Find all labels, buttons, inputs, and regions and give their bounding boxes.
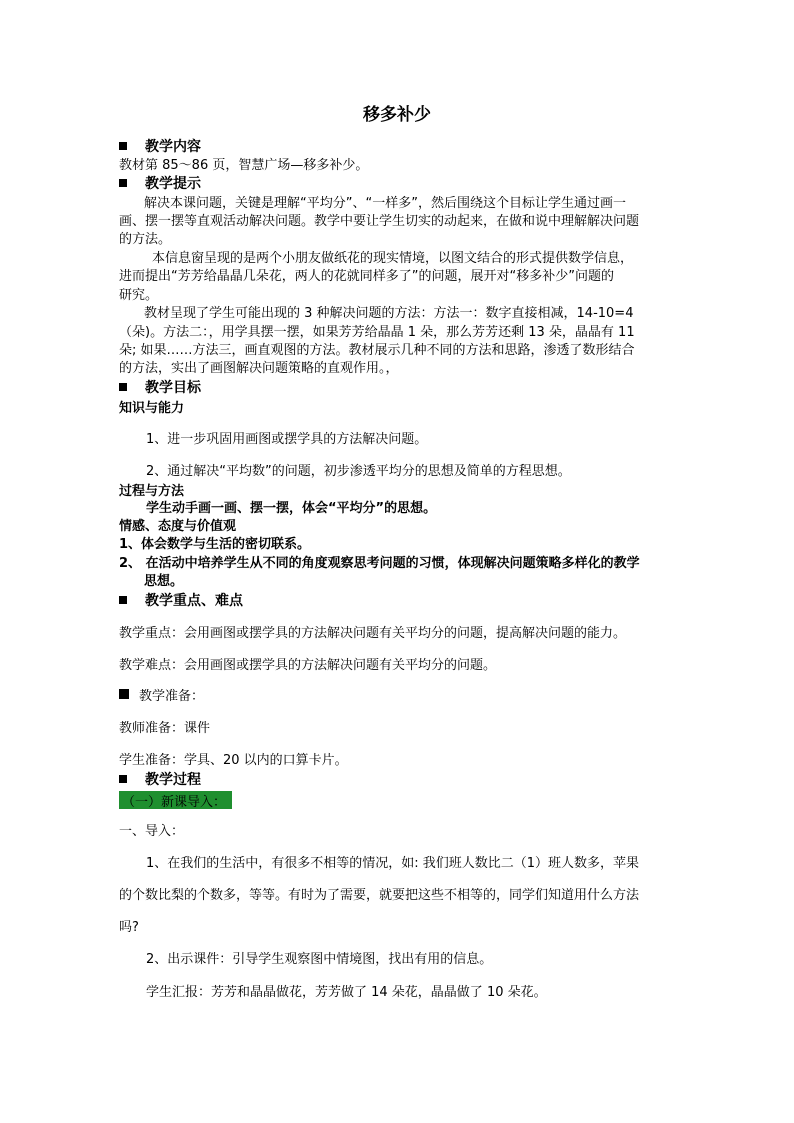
section-heading-content: 教学内容: [119, 139, 681, 156]
square-bullet-icon: [119, 179, 127, 187]
tips-p3-line: （朵)。方法二：，用学具摆一摆，如果芳芳给晶晶 1 朵，那么芳芳还剩 13 朵，晶晶有 11: [119, 325, 635, 340]
emotion-item-cont: 思想。: [144, 574, 184, 589]
intro-heading: 一、导入：: [119, 824, 185, 839]
section-heading-key-points: 教学重点、难点: [119, 593, 681, 610]
intro-p1-line: 的个数比梨的个数多，等等。有时为了需要，就要把这些不相等的，同学们知道用什么方法: [119, 888, 640, 903]
goal-subheading-emotion: 情感、态度与价值观: [119, 519, 237, 534]
square-bullet-icon: [119, 596, 127, 604]
intro-p3: 学生汇报：芳芳和晶晶做花，芳芳做了 14 朵花，晶晶做了 10 朵花。: [146, 985, 547, 1000]
emotion-item: 2、 在活动中培养学生从不同的角度观察思考问题的习惯，体现解决问题策略多样化的教学: [119, 556, 640, 571]
goal-item: 1、进一步巩固用画图或摆学具的方法解决问题。: [146, 432, 428, 447]
process-text: 学生动手画一画、摆一摆，体会“平均分”的思想。: [146, 501, 437, 516]
goal-item: 2、通过解决“平均数”的问题，初步渗透平均分的思想及简单的方程思想。: [146, 464, 571, 479]
tips-p3-line: 朵; 如果……方法三，画直观图的方法。教材展示几种不同的方法和思路，渗透了数形结合: [119, 343, 635, 358]
intro-p1-line: 吗?: [119, 920, 139, 935]
emotion-item: 1、体会数学与生活的密切联系。: [119, 537, 311, 552]
teacher-prep: 教师准备：课件: [119, 721, 211, 736]
section-heading-tips: 教学提示: [119, 176, 681, 193]
square-bullet-icon: [119, 142, 127, 150]
tips-p2-line: 进而提出“芳芳给晶晶几朵花，两人的花就同样多了”的问题，展开对“移多补少”问题的: [119, 269, 614, 284]
student-prep: 学生准备：学具、20 以内的口算卡片。: [119, 753, 348, 768]
intro-p2: 2、出示课件：引导学生观察图中情境图，找出有用的信息。: [146, 952, 493, 967]
highlighted-subheading: （一）新课导入：: [119, 791, 232, 809]
section-heading-process: 教学过程: [119, 772, 681, 789]
square-bullet-icon: [119, 689, 129, 699]
tips-p3-line: 的方法，实出了画图解决问题策略的直观作用。，: [119, 361, 399, 376]
square-bullet-icon: [119, 775, 127, 783]
key-point-text: 教学重点：会用画图或摆学具的方法解决问题有关平均分的问题，提高解决问题的能力。: [119, 626, 627, 641]
tips-p3-line: 教材呈现了学生可能出现的 3 种解决问题的方法：方法一：数字直接相减，14-10=4: [144, 306, 634, 321]
goal-subheading-knowledge: 知识与能力: [119, 401, 185, 416]
intro-p1-line: 1、在我们的生活中，有很多不相等的情况，如: 我们班人数比二（1）班人数多，苹果: [146, 856, 640, 871]
content-text: 教材第 85～86 页，智慧广场—移多补少。: [119, 158, 369, 173]
section-heading-prep: 教学准备：: [119, 688, 681, 705]
section-heading-goals: 教学目标: [119, 380, 681, 397]
page-title: 移多补少: [363, 105, 431, 125]
difficulty-text: 教学难点：会用画图或摆学具的方法解决问题有关平均分的问题。: [119, 658, 497, 673]
tips-p1-line: 画、摆一摆等直观活动解决问题。教学中要让学生切实的动起来，在做和说中理解解决问题: [119, 214, 640, 229]
goal-subheading-process: 过程与方法: [119, 484, 185, 499]
square-bullet-icon: [119, 383, 127, 391]
tips-p1-line: 的方法。: [119, 232, 172, 247]
tips-p2-line: 本信息窗呈现的是两个小朋友做纸花的现实情境，以图文结合的形式提供数学信息，: [152, 251, 634, 266]
tips-p1-line: 解决本课问题，关键是理解“平均分”、“一样多”，然后围绕这个目标让学生通过画一: [144, 196, 626, 211]
tips-p2-line: 研究。: [119, 288, 159, 303]
